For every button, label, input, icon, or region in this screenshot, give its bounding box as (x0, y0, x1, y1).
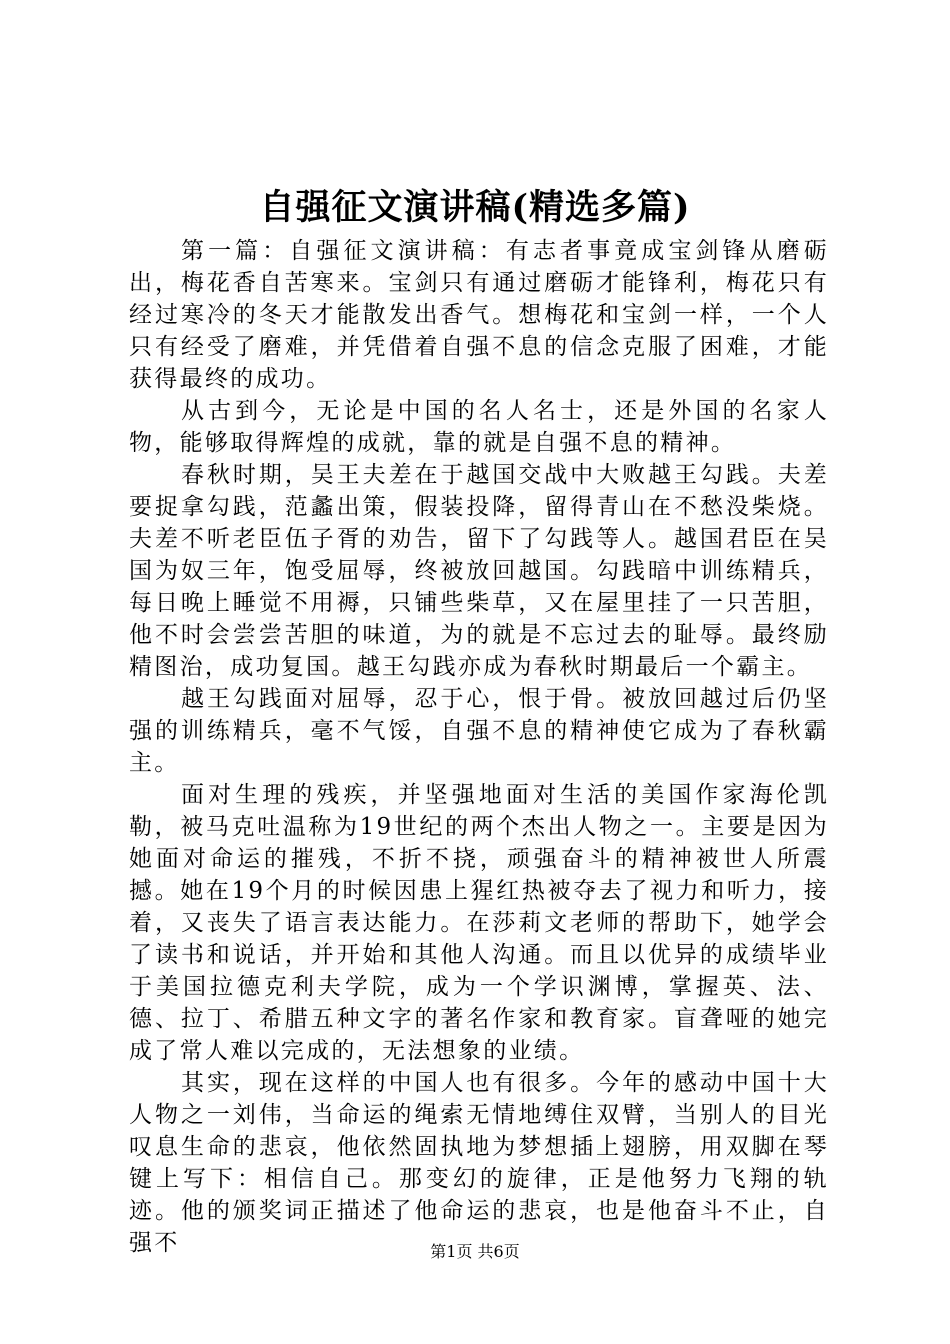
paragraph: 从古到今，无论是中国的名人名士，还是外国的名家人物，能够取得辉煌的成就，靠的就是自强不息的精神。 (129, 398, 829, 456)
paragraph: 春秋时期，吴王夫差在于越国交战中大败越王勾践。夫差要捉拿勾践，范蠡出策，假装投降，留得青山在不愁没柴烧。夫差不听老臣伍子胥的劝告，留下了勾践等人。越国君臣在吴国为奴三年，饱受屈辱，终被放回越国。勾践暗中训练精兵，每日晚上睡觉不用褥，只铺些柴草，又在屋里挂了一只苦胆，他不时会尝尝苦胆的味道，为的就是不忘过去的耻辱。最终励精图治，成功复国。越王勾践亦成为春秋时期最后一个霸主。 (129, 462, 829, 680)
page-number-footer: 第1页 共6页 (430, 1242, 520, 1261)
document-body (129, 235, 829, 1259)
paragraph: 第一篇：自强征文演讲稿：有志者事竟成宝剑锋从磨砺出，梅花香自苦寒来。宝剑只有通过磨砺才能锋利，梅花只有经过寒冷的冬天才能散发出香气。想梅花和宝剑一样，一个人只有经受了磨难，并凭借着自强不息的信念克服了困难，才能获得最终的成功。 (129, 238, 829, 392)
paragraph: 越王勾践面对屈辱，忍于心，恨于骨。被放回越过后仍坚强的训练精兵，毫不气馁，自强不息的精神使它成为了春秋霸主。 (129, 686, 829, 776)
document-title: 自强征文演讲稿(精选多篇) (259, 187, 691, 228)
paragraph: 其实，现在这样的中国人也有很多。今年的感动中国十大人物之一刘伟，当命运的绳索无情地缚住双臂，当别人的目光叹息生命的悲哀，他依然固执地为梦想插上翅膀，用双脚在琴键上写下：相信自己。那变幻的旋律，正是他努力飞翔的轨迹。他的颁奖词正描述了他命运的悲哀，也是他奋斗不止，自强不 (129, 1070, 829, 1256)
paragraph: 面对生理的残疾，并坚强地面对生活的美国作家海伦凯勒，被马克吐温称为19世纪的两个杰出人物之一。主要是因为她面对命运的摧残，不折不挠，顽强奋斗的精神被世人所震撼。她在19个月的时候因患上猩红热被夺去了视力和听力，接着，又丧失了语言表达能力。在莎莉文老师的帮助下，她学会了读书和说话，并开始和其他人沟通。而且以优异的成绩毕业于美国拉德克利夫学院，成为一个学识渊博，掌握英、法、德、拉丁、希腊五种文字的著名作家和教育家。盲聋哑的她完成了常人难以完成的，无法想象的业绩。 (129, 782, 829, 1064)
